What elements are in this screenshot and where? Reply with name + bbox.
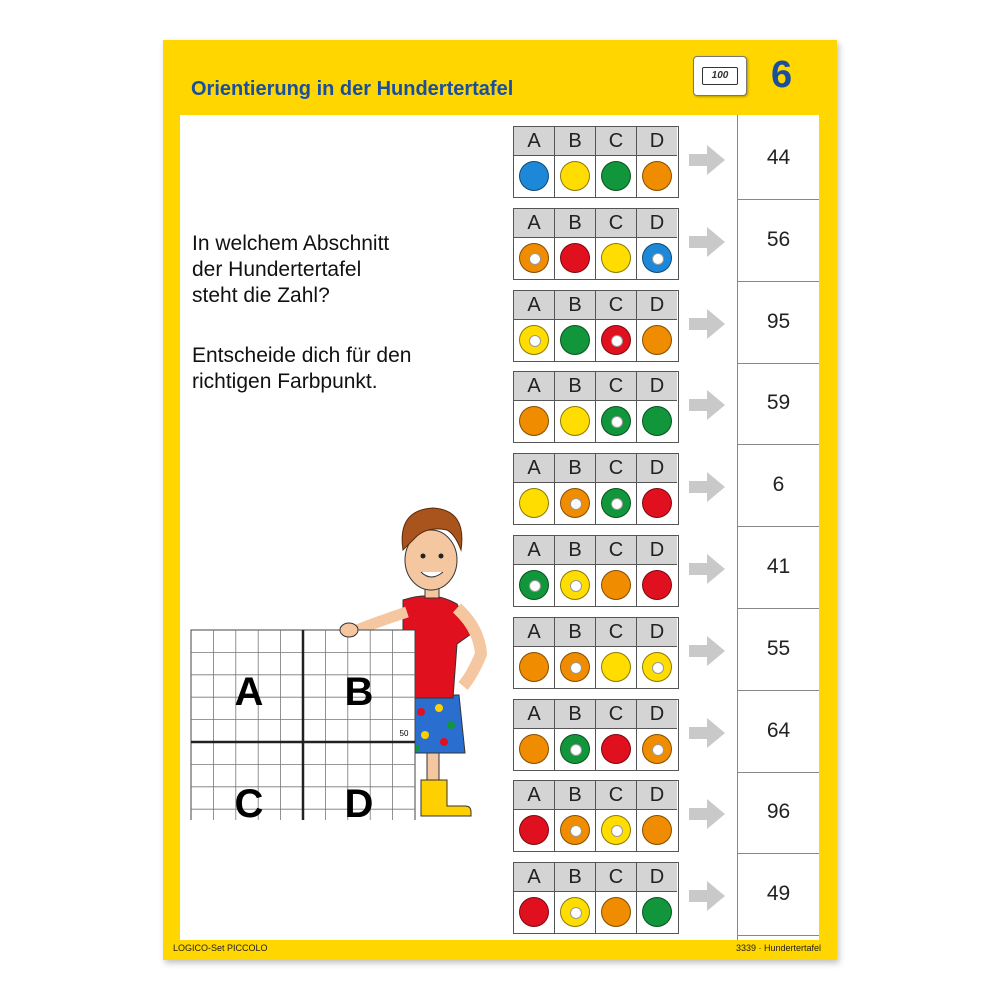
choice-grid xyxy=(513,208,679,280)
hundred-board-illustration xyxy=(189,480,489,820)
column-label: D xyxy=(637,618,677,647)
target-number: 64 xyxy=(738,690,819,773)
dot-cell xyxy=(514,810,555,851)
column-label: B xyxy=(555,372,596,401)
column-label: D xyxy=(637,700,677,729)
column-label: B xyxy=(555,291,596,320)
instruction-question xyxy=(192,231,389,309)
dot-cell xyxy=(637,238,677,279)
column-label: A xyxy=(514,454,555,483)
target-number: 96 xyxy=(738,771,819,854)
column-label: D xyxy=(637,781,677,810)
color-dot-orange[interactable] xyxy=(519,243,549,273)
dot-cell xyxy=(555,238,596,279)
color-dot-blue[interactable] xyxy=(519,161,549,191)
color-dot-orange[interactable] xyxy=(519,734,549,764)
color-dot-yellow[interactable] xyxy=(601,815,631,845)
dot-cell xyxy=(596,238,637,279)
dot-cell xyxy=(637,810,677,851)
column-label: D xyxy=(637,127,677,156)
target-number: 95 xyxy=(738,281,819,364)
dot-cell xyxy=(637,565,677,606)
color-dot-green[interactable] xyxy=(560,734,590,764)
dot-cell xyxy=(555,320,596,361)
column-label: C xyxy=(596,127,637,156)
exercise-row xyxy=(509,362,819,444)
column-label: D xyxy=(637,372,677,401)
color-dot-orange[interactable] xyxy=(560,488,590,518)
dot-cell xyxy=(596,483,637,524)
column-label: B xyxy=(555,536,596,565)
color-dot-green[interactable] xyxy=(601,488,631,518)
arrow-right-icon xyxy=(689,636,725,666)
column-label: A xyxy=(514,700,555,729)
column-label: A xyxy=(514,781,555,810)
color-dot-red[interactable] xyxy=(519,815,549,845)
dot-cell xyxy=(596,565,637,606)
dot-cell xyxy=(555,565,596,606)
exercise-row xyxy=(509,771,819,853)
column-label: A xyxy=(514,291,555,320)
target-number: 55 xyxy=(738,608,819,691)
dot-cell xyxy=(514,647,555,688)
instruction-line: Entscheide dich für den xyxy=(192,344,412,367)
choice-grid xyxy=(513,617,679,689)
card-title: Orientierung in der Hundertertafel xyxy=(191,78,514,100)
exercise-row xyxy=(509,526,819,608)
dot-cell xyxy=(596,401,637,442)
exercise-row xyxy=(509,608,819,690)
target-number: 59 xyxy=(738,362,819,445)
dot-cell xyxy=(514,320,555,361)
instruction-line: der Hundertertafel xyxy=(192,258,362,281)
exercise-row xyxy=(509,853,819,935)
color-dot-green[interactable] xyxy=(519,570,549,600)
column-label: C xyxy=(596,700,637,729)
arrow-right-icon xyxy=(689,799,725,829)
choice-grid xyxy=(513,780,679,852)
column-label: C xyxy=(596,454,637,483)
color-dot-orange[interactable] xyxy=(642,161,672,191)
dot-cell xyxy=(555,401,596,442)
dot-cell xyxy=(637,401,677,442)
dot-cell xyxy=(637,156,677,197)
dot-cell xyxy=(514,483,555,524)
column-label: C xyxy=(596,372,637,401)
column-label: B xyxy=(555,209,596,238)
column-label: B xyxy=(555,781,596,810)
task-card xyxy=(163,40,837,960)
color-dot-orange[interactable] xyxy=(560,815,590,845)
arrow-right-icon xyxy=(689,227,725,257)
card-number: 6 xyxy=(771,54,793,96)
quadrant-label-b: B xyxy=(344,670,374,714)
hundred-board-grid xyxy=(191,630,415,820)
choice-grid xyxy=(513,535,679,607)
column-label: A xyxy=(514,863,555,892)
column-label: B xyxy=(555,454,596,483)
dot-cell xyxy=(596,892,637,933)
dot-cell xyxy=(555,729,596,770)
dot-cell xyxy=(637,320,677,361)
dot-cell xyxy=(596,320,637,361)
hundred-badge-label: 100 xyxy=(702,67,738,85)
column-label: D xyxy=(637,863,677,892)
instruction-line: steht die Zahl? xyxy=(192,284,330,307)
color-dot-yellow[interactable] xyxy=(560,570,590,600)
column-label: D xyxy=(637,291,677,320)
column-label: B xyxy=(555,863,596,892)
column-label: B xyxy=(555,618,596,647)
color-dot-yellow[interactable] xyxy=(601,652,631,682)
color-dot-orange[interactable] xyxy=(642,325,672,355)
dot-cell xyxy=(514,565,555,606)
color-dot-red[interactable] xyxy=(642,570,672,600)
exercise-row xyxy=(509,690,819,772)
color-dot-red[interactable] xyxy=(601,734,631,764)
exercise-row xyxy=(509,199,819,281)
dot-cell xyxy=(637,892,677,933)
color-dot-green[interactable] xyxy=(560,325,590,355)
color-dot-yellow[interactable] xyxy=(560,897,590,927)
color-dot-yellow[interactable] xyxy=(560,161,590,191)
color-dot-orange[interactable] xyxy=(519,406,549,436)
column-label: C xyxy=(596,209,637,238)
dot-cell xyxy=(514,892,555,933)
arrow-right-icon xyxy=(689,472,725,502)
column-label: C xyxy=(596,536,637,565)
color-dot-green[interactable] xyxy=(601,406,631,436)
dot-cell xyxy=(637,729,677,770)
column-label: A xyxy=(514,372,555,401)
arrow-right-icon xyxy=(689,390,725,420)
arrow-right-icon xyxy=(689,145,725,175)
arrow-right-icon xyxy=(689,881,725,911)
column-label: B xyxy=(555,127,596,156)
color-dot-orange[interactable] xyxy=(560,652,590,682)
exercise-row xyxy=(509,281,819,363)
quadrant-label-a: A xyxy=(234,670,264,714)
choice-grid xyxy=(513,699,679,771)
color-dot-blue[interactable] xyxy=(642,243,672,273)
hundred-board-badge xyxy=(693,56,747,96)
exercise-row xyxy=(509,444,819,526)
target-number: 41 xyxy=(738,526,819,609)
choice-grid xyxy=(513,371,679,443)
dot-cell xyxy=(637,483,677,524)
choice-grid xyxy=(513,862,679,934)
dot-cell xyxy=(555,810,596,851)
color-dot-orange[interactable] xyxy=(642,815,672,845)
choice-grid xyxy=(513,453,679,525)
dot-cell xyxy=(555,892,596,933)
column-label: B xyxy=(555,700,596,729)
instruction-line: In welchem Abschnitt xyxy=(192,232,390,255)
color-dot-green[interactable] xyxy=(642,406,672,436)
quadrant-label-d: D xyxy=(344,782,374,820)
column-label: C xyxy=(596,863,637,892)
footer-product: 3339 · Hundertertafel xyxy=(735,943,821,953)
instruction-task xyxy=(192,343,411,395)
dot-cell xyxy=(514,238,555,279)
target-number: 49 xyxy=(738,853,819,936)
dot-cell xyxy=(596,729,637,770)
dot-cell xyxy=(555,156,596,197)
column-label: C xyxy=(596,618,637,647)
color-dot-red[interactable] xyxy=(642,488,672,518)
column-label: A xyxy=(514,127,555,156)
dot-cell xyxy=(596,647,637,688)
column-label: A xyxy=(514,209,555,238)
arrow-right-icon xyxy=(689,718,725,748)
dot-cell xyxy=(596,810,637,851)
dot-cell xyxy=(596,156,637,197)
dot-cell xyxy=(555,647,596,688)
color-dot-yellow[interactable] xyxy=(560,406,590,436)
color-dot-red[interactable] xyxy=(560,243,590,273)
target-number: 6 xyxy=(738,444,819,527)
color-dot-yellow[interactable] xyxy=(519,488,549,518)
choice-grid xyxy=(513,126,679,198)
target-number: 44 xyxy=(738,117,819,200)
exercise-row xyxy=(509,117,819,199)
color-dot-orange[interactable] xyxy=(519,652,549,682)
color-dot-orange[interactable] xyxy=(601,897,631,927)
color-dot-yellow[interactable] xyxy=(601,243,631,273)
color-dot-red[interactable] xyxy=(601,325,631,355)
column-label: D xyxy=(637,454,677,483)
color-dot-yellow[interactable] xyxy=(642,652,672,682)
dot-cell xyxy=(514,729,555,770)
column-label: A xyxy=(514,536,555,565)
arrow-right-icon xyxy=(689,554,725,584)
dot-cell xyxy=(637,647,677,688)
color-dot-red[interactable] xyxy=(519,897,549,927)
column-label: D xyxy=(637,209,677,238)
color-dot-yellow[interactable] xyxy=(519,325,549,355)
cell-marker-50: 50 xyxy=(399,729,409,738)
column-label: D xyxy=(637,536,677,565)
instruction-line: richtigen Farbpunkt. xyxy=(192,370,378,393)
column-label: A xyxy=(514,618,555,647)
arrow-right-icon xyxy=(689,309,725,339)
color-dot-green[interactable] xyxy=(601,161,631,191)
column-label: C xyxy=(596,781,637,810)
color-dot-green[interactable] xyxy=(642,897,672,927)
column-label: C xyxy=(596,291,637,320)
target-number: 56 xyxy=(738,199,819,282)
footer-set-name: LOGICO-Set PICCOLO xyxy=(173,943,268,953)
dot-cell xyxy=(514,401,555,442)
quadrant-label-c: C xyxy=(234,782,264,820)
dot-cell xyxy=(514,156,555,197)
color-dot-orange[interactable] xyxy=(642,734,672,764)
choice-grid xyxy=(513,290,679,362)
color-dot-orange[interactable] xyxy=(601,570,631,600)
dot-cell xyxy=(555,483,596,524)
